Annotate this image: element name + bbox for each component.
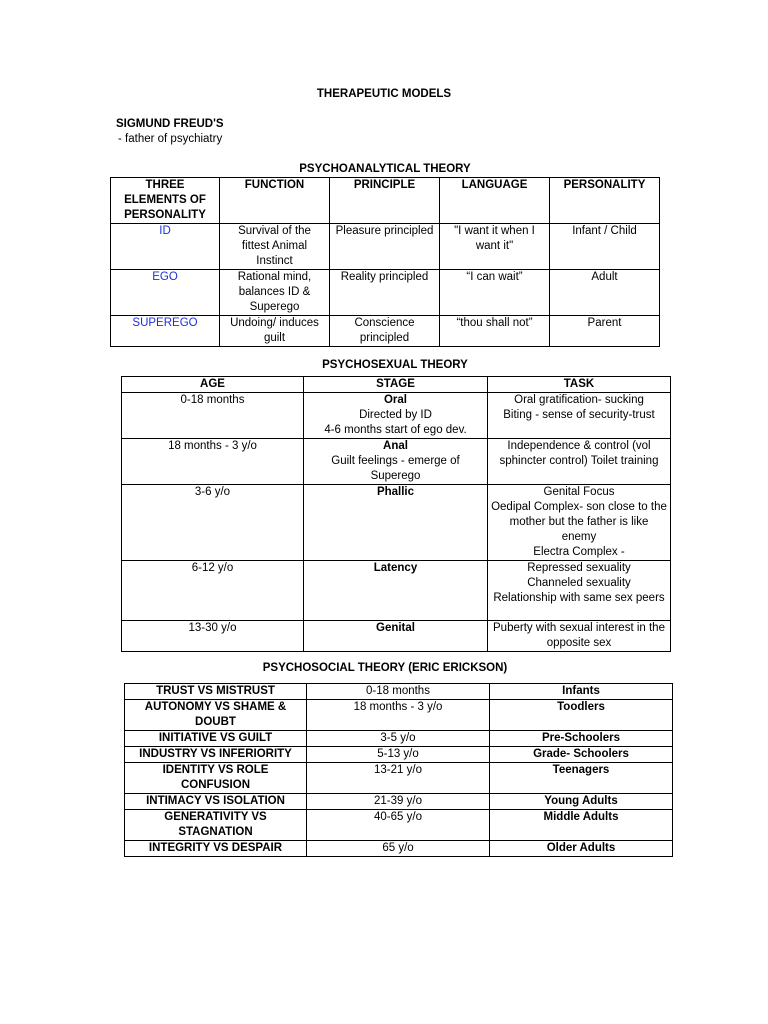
group-cell: Toodlers xyxy=(490,700,673,731)
column-header: PERSONALITY xyxy=(550,178,660,224)
table-row xyxy=(125,810,673,841)
personality-cell: Adult xyxy=(550,270,660,316)
table-header-row xyxy=(111,178,660,224)
psychosexual-title: PSYCHOSEXUAL THEORY xyxy=(322,359,468,371)
element-cell: ID xyxy=(111,224,220,270)
stage-name: Oral xyxy=(383,394,407,406)
task-cell xyxy=(488,393,671,439)
principle-cell: Pleasure principled xyxy=(330,224,440,270)
stage-cell xyxy=(304,485,488,561)
stage-cell: IDENTITY VS ROLE CONFUSION xyxy=(125,763,307,794)
freud-note xyxy=(118,133,222,145)
task-line: Biting - sense of security-trust xyxy=(503,409,655,421)
age-cell: 18 months - 3 y/o xyxy=(122,439,304,485)
column-header: AGE xyxy=(122,377,304,393)
table-header-row xyxy=(122,377,671,393)
stage-cell xyxy=(304,561,488,621)
task-cell xyxy=(488,621,671,652)
column-header: FUNCTION xyxy=(220,178,330,224)
table-row xyxy=(125,731,673,747)
column-header: PRINCIPLE xyxy=(330,178,440,224)
stage-cell xyxy=(304,621,488,652)
table-row xyxy=(111,316,660,347)
age-cell: 6-12 y/o xyxy=(122,561,304,621)
stage-name: Phallic xyxy=(376,486,415,498)
table-row xyxy=(122,561,671,621)
column-header: LANGUAGE xyxy=(440,178,550,224)
task-line: Repressed sexuality xyxy=(527,562,631,574)
task-cell xyxy=(488,485,671,561)
table-row xyxy=(125,700,673,731)
personality-cell: Infant / Child xyxy=(550,224,660,270)
table-row xyxy=(125,841,673,857)
function-cell: Undoing/ induces guilt xyxy=(220,316,330,347)
task-line: Channeled sexuality xyxy=(527,577,631,589)
language-cell: “I can wait” xyxy=(440,270,550,316)
table-row xyxy=(111,224,660,270)
table-row xyxy=(125,747,673,763)
stage-cell: INTEGRITY VS DESPAIR xyxy=(125,841,307,857)
task-cell xyxy=(488,561,671,621)
task-line: Puberty with sexual interest in the opposite sex xyxy=(493,622,665,649)
table-row xyxy=(122,393,671,439)
task-line: Independence & control (vol sphincter control) Toilet training xyxy=(499,440,659,467)
psychosexual-table xyxy=(121,376,671,652)
psychosocial-table xyxy=(124,683,673,857)
age-cell: 13-21 y/o xyxy=(307,763,490,794)
stage-name: Anal xyxy=(383,440,408,452)
stage-note: Guilt feelings - emerge of Superego xyxy=(331,455,460,482)
age-cell: 0-18 months xyxy=(307,684,490,700)
stage-cell xyxy=(304,393,488,439)
element-cell: EGO xyxy=(111,270,220,316)
element-cell: SUPEREGO xyxy=(111,316,220,347)
table-row xyxy=(122,439,671,485)
age-cell: 18 months - 3 y/o xyxy=(307,700,490,731)
group-cell: Young Adults xyxy=(490,794,673,810)
principle-cell: Reality principled xyxy=(330,270,440,316)
stage-name: Latency xyxy=(373,562,418,574)
group-cell: Pre-Schoolers xyxy=(490,731,673,747)
task-line: Oedipal Complex- son close to the mother but the father is like enemy xyxy=(491,501,667,543)
table-row xyxy=(122,485,671,561)
age-cell: 3-6 y/o xyxy=(122,485,304,561)
group-cell: Teenagers xyxy=(490,763,673,794)
task-line: Relationship with same sex peers xyxy=(493,592,665,604)
task-cell xyxy=(488,439,671,485)
group-cell: Older Adults xyxy=(490,841,673,857)
document-title: THERAPEUTIC MODELS xyxy=(316,88,452,100)
stage-note: 4-6 months start of ego dev. xyxy=(324,424,467,436)
age-cell: 13-30 y/o xyxy=(122,621,304,652)
age-cell: 21-39 y/o xyxy=(307,794,490,810)
freud-heading: SIGMUND FREUD'S xyxy=(116,118,224,130)
stage-cell: GENERATIVITY VS STAGNATION xyxy=(125,810,307,841)
language-cell: “thou shall not” xyxy=(440,316,550,347)
psychosocial-title: PSYCHOSOCIAL THEORY (ERIC ERICKSON) xyxy=(262,662,508,674)
task-line: Oral gratification- sucking xyxy=(514,394,644,406)
table-row xyxy=(125,794,673,810)
stage-cell xyxy=(304,439,488,485)
table-row xyxy=(125,763,673,794)
function-cell: Survival of the fittest Animal Instinct xyxy=(220,224,330,270)
task-line: Genital Focus xyxy=(543,486,615,498)
column-header: STAGE xyxy=(304,377,488,393)
table-row xyxy=(111,270,660,316)
stage-note: Directed by ID xyxy=(359,409,432,421)
stage-cell: INITIATIVE VS GUILT xyxy=(125,731,307,747)
group-cell: Grade- Schoolers xyxy=(490,747,673,763)
function-cell: Rational mind, balances ID & Superego xyxy=(220,270,330,316)
psychoanalytical-table xyxy=(110,177,660,347)
age-cell: 5-13 y/o xyxy=(307,747,490,763)
group-cell: Infants xyxy=(490,684,673,700)
freud-note-text: father of psychiatry xyxy=(125,133,223,145)
column-header: TASK xyxy=(488,377,671,393)
personality-cell: Parent xyxy=(550,316,660,347)
task-line: Electra Complex - xyxy=(533,546,625,558)
age-cell: 40-65 y/o xyxy=(307,810,490,841)
stage-name: Genital xyxy=(376,622,415,634)
stage-cell: AUTONOMY VS SHAME & DOUBT xyxy=(125,700,307,731)
language-cell: "I want it when I want it" xyxy=(440,224,550,270)
group-cell: Middle Adults xyxy=(490,810,673,841)
stage-cell: TRUST VS MISTRUST xyxy=(125,684,307,700)
stage-cell: INDUSTRY VS INFERIORITY xyxy=(125,747,307,763)
principle-cell: Conscience principled xyxy=(330,316,440,347)
table-row xyxy=(122,621,671,652)
psychoanalytical-title: PSYCHOANALYTICAL THEORY xyxy=(299,163,471,175)
age-cell: 3-5 y/o xyxy=(307,731,490,747)
bullet-dash: - xyxy=(118,133,122,145)
table-row xyxy=(125,684,673,700)
age-cell: 0-18 months xyxy=(122,393,304,439)
age-cell: 65 y/o xyxy=(307,841,490,857)
stage-cell: INTIMACY VS ISOLATION xyxy=(125,794,307,810)
column-header: THREE ELEMENTS OF PERSONALITY xyxy=(111,178,220,224)
